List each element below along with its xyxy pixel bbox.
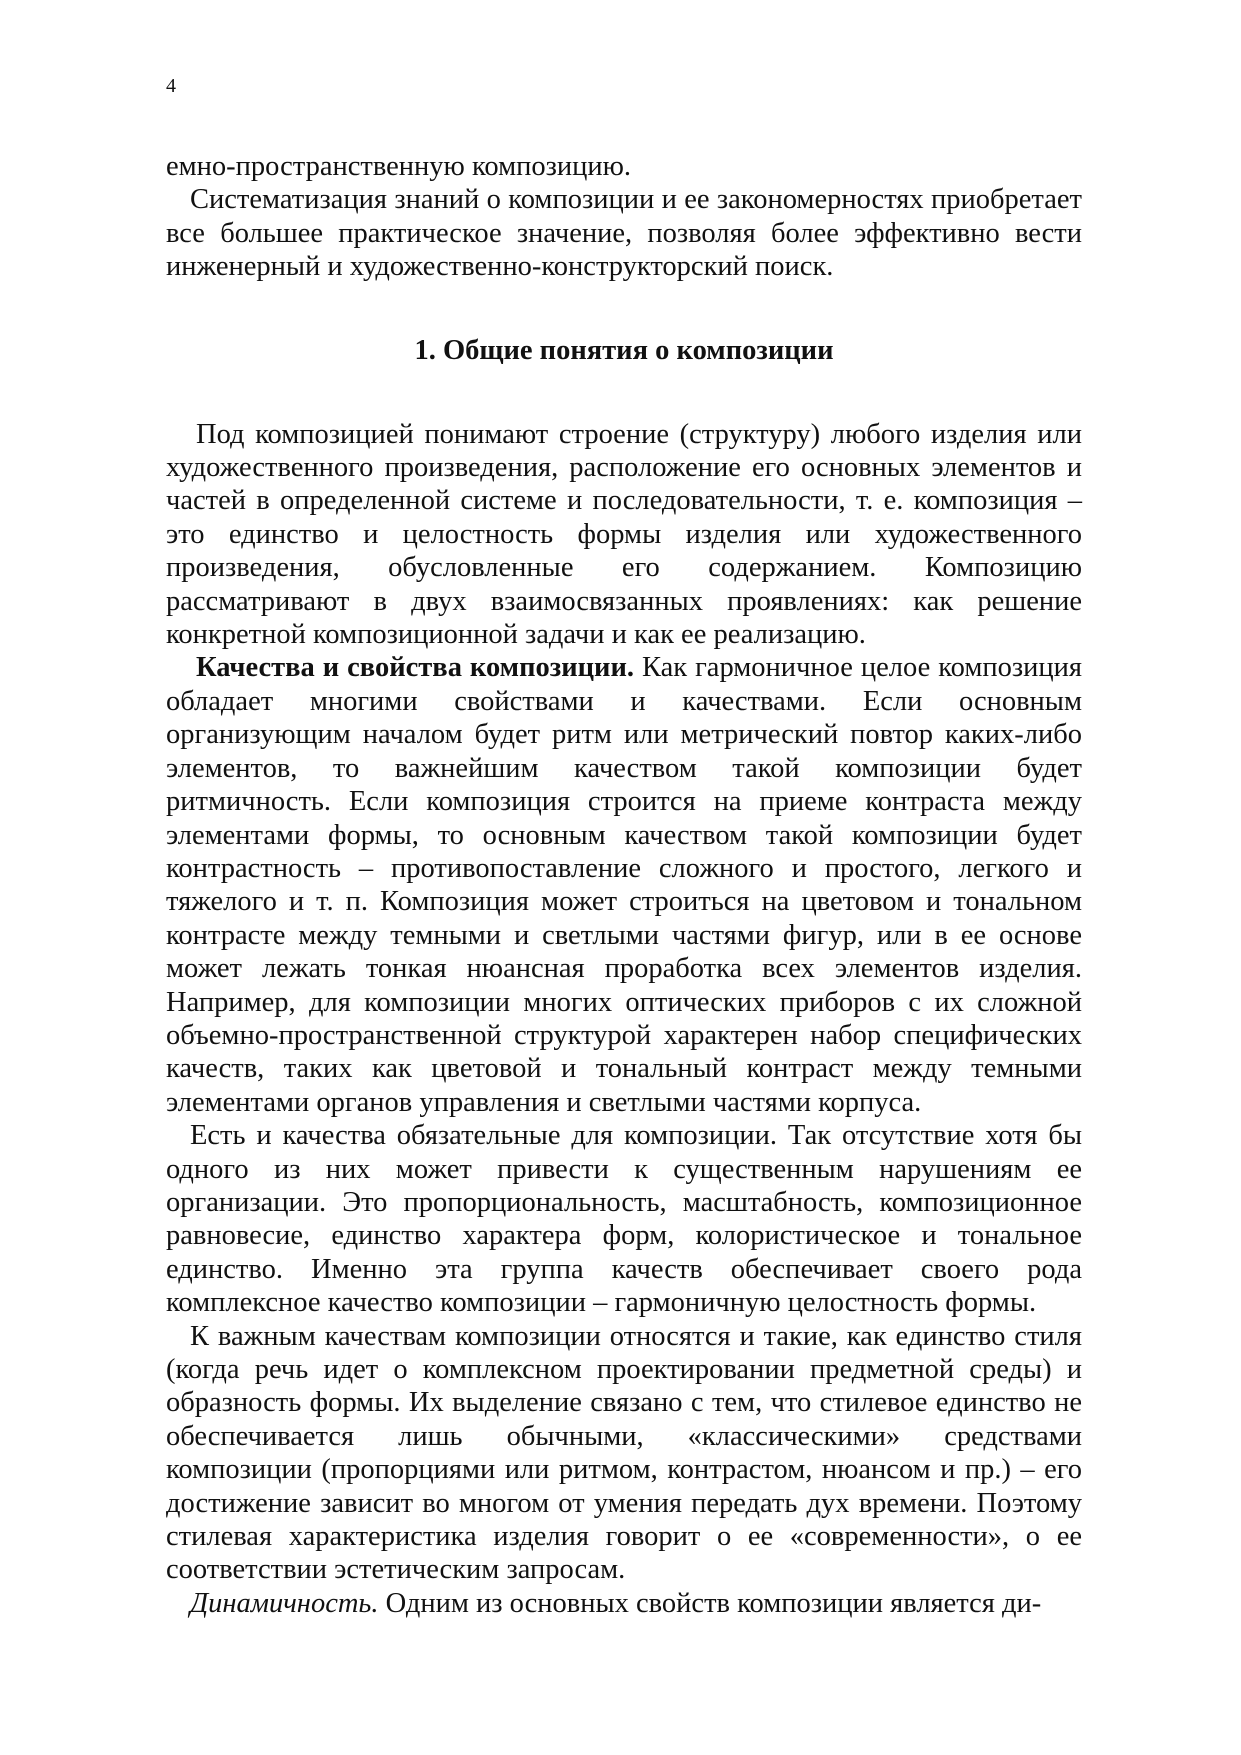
paragraph-definition: Под композицией понимают строение (структуру) любого изделия или художественного произведения, расположение его основных элементов и частей в определенной системе и последовательности, т. е. композиция – это единство и целостность формы изделия или художественного произведения, обусловленные его содержанием. Композицию рассматривают в двух взаимосвязанных проявлениях: как решение конкретной композиционной задачи и как ее реализацию. [166, 418, 1082, 651]
qualities-lead: Качества и свойства композиции. [196, 652, 635, 684]
document-body [166, 150, 1082, 1620]
dynamics-text: Одним из основных свойств композиции является ди- [378, 1587, 1042, 1619]
paragraph-qualities [166, 651, 1082, 1119]
paragraph-continuation: емно-пространственную композицию. [166, 151, 632, 182]
paragraph-systematization: Систематизация знаний о композиции и ее закономерностях приобретает все большее практическое значение, позволяя более эффективно вести инженерный и художественно-конструкторский поиск. [166, 184, 1082, 283]
paragraph-dynamics [166, 1587, 1082, 1620]
page-number: 4 [166, 75, 176, 97]
dynamics-lead: Динамичность. [190, 1587, 379, 1619]
paragraph-required-qualities: Есть и качества обязательные для композиции. Так отсутствие хотя бы одного из них может привести к существенным нарушениям ее организации. Это пропорциональность, масштабность, композиционное равновесие, единство характера форм, колористическое и тональное единство. Именно эта группа качеств обеспечивает своего рода комплексное качество композиции – гармоничную целостность формы. [166, 1120, 1082, 1319]
paragraph-important-qualities: К важным качествам композиции относятся и такие, как единство стиля (когда речь идет о комплексном проектировании предметной среды) и образность формы. Их выделение связано с тем, что стилевое единство не обеспечивается лишь обычными, «классическими» средствами композиции (пропорциями или ритмом, контрастом, нюансом и пр.) – его достижение зависит во многом от умения передать дух времени. Поэтому стилевая характеристика изделия говорит о ее «современности», о ее соответствии эстетическим запросам. [166, 1320, 1082, 1586]
qualities-text: Как гармоничное целое композиция обладает многими свойствами и качествами. Если основным организующим началом будет ритм или метрический повтор каких-либо элементов, то важнейшим качеством такой композиции будет ритмичность. Если композиция строится на приеме контраста между элементами формы, то основным качеством такой композиции будет контрастность – противопоставление сложного и простого, легкого и тяжелого и т. п. Композиция может строиться на цветовом и тональном контрасте между темными и светлыми частями фигур, или в ее основе может лежать тонкая нюансная проработка всех элементов изделия. Например, для композиции многих оптических приборов с их сложной объемно-пространственной структурой характерен набор специфических качеств, таких как цветовой и тональный контраст между темными элементами органов управления и светлыми частями корпуса. [166, 652, 1082, 1118]
section-title: 1. Общие понятия о композиции [414, 334, 834, 366]
